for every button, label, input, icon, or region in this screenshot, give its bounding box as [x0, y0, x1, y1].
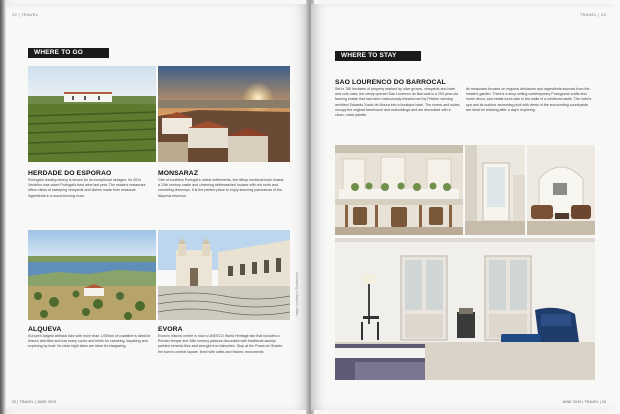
headline-evora: EVORA: [158, 326, 183, 333]
photo-lounge: [527, 145, 595, 235]
body-herdade: Portugal’s leading winery is known for its exceptional vintages. Its 2014 Verdelho was voted Portugal’s best wine last year. The estate’s restaurant offers views of sweeping vineyards and dishes made from seasonal ingredients in a wood-burning oven.: [28, 178, 146, 198]
square-illustration: [158, 230, 290, 320]
dining-room-illustration: [335, 145, 463, 235]
section-title-where-to-go: WHERE TO GO: [28, 48, 109, 58]
photo-hallway: [465, 145, 525, 235]
body-alqueva: Europe’s largest artificial lake with more than 1,000km of coastline is ideal for leisure activities and has many coves and inlets for canoeing, kayaking and exploring by boat. Its clear night skies are ideal for stargazing.: [28, 334, 151, 349]
photo-alqueva-lake: [28, 230, 156, 320]
body-hotel-col1: Set in 780 hectares of property marked by olive groves, vineyards and holm and cork oaks, the newly opened Sao Lourenco do Barrocal is a 200-year-old farming estate that has been meticulously transformed by Pritzker winning architect Eduardo Souto de Moura into a boutique hotel. The rooms and suites occupy the original farmhouse and outbuildings and are decorated with a clean, rustic palette.: [335, 87, 460, 118]
headline-herdade: HERDADE DO ESPORAO: [28, 170, 112, 177]
photo-bedroom: [335, 238, 595, 380]
body-evora: Evora’s historic centre is now a UNESCO World Heritage site that includes a Roman temple and 16th century palaces decorated with traditional azulejo painted ceramic tiles and wrought iron balconies. Stop at the Praca do Giraldo, the town’s central square, lined with cafes and historic monuments.: [158, 334, 284, 354]
folio-left: 32 | TRAVEL | JUNE 2019: [12, 400, 57, 404]
section-title-where-to-stay: WHERE TO STAY: [335, 51, 421, 61]
photo-evora-square: [158, 230, 290, 320]
running-head-right: TRAVEL | 33: [579, 12, 606, 17]
body-hotel-col2: Its restaurant focuses on regional delicacies and ingredients sourced from the estate’s garden. There’s a shop selling contemporary Portuguese crafts and home decor, and estate tours take in the walls of a medieval castle. The hotel’s spa and its outdoor swimming pool with views of the surrounding countryside are ideal for relaxing after a day’s exploring.: [466, 87, 592, 112]
right-page: [311, 4, 614, 410]
vineyard-illustration: [28, 66, 156, 162]
lake-illustration: [28, 230, 156, 320]
sunset-town-illustration: [158, 66, 290, 162]
lounge-illustration: [527, 145, 595, 235]
headline-monsaraz: MONSARAZ: [158, 170, 199, 177]
photo-dining-room: [335, 145, 463, 235]
bedroom-illustration: [335, 238, 595, 380]
hallway-illustration: [465, 145, 525, 235]
photo-herdade-vineyard: [28, 66, 156, 162]
running-head-left: 32 | TRAVEL: [12, 12, 39, 17]
headline-alqueva: ALQUEVA: [28, 326, 62, 333]
photo-monsaraz-sunset: [158, 66, 290, 162]
body-monsaraz: One of southern Portugal’s oldest settlements, the hilltop medieval town boasts a 13th century castle and charming whitewashed houses with red roofs and crumbling chimneys. It is the perfect place to enjoy stunning panoramas of the Alqueva reservoir.: [158, 178, 284, 198]
left-page: [6, 4, 309, 410]
folio-right: JUNE 2019 | TRAVEL | 33: [561, 400, 606, 404]
photo-credit: Image courtesy of Shutterstock: [295, 272, 299, 316]
headline-hotel: SAO LOURENCO DO BARROCAL: [335, 79, 446, 86]
